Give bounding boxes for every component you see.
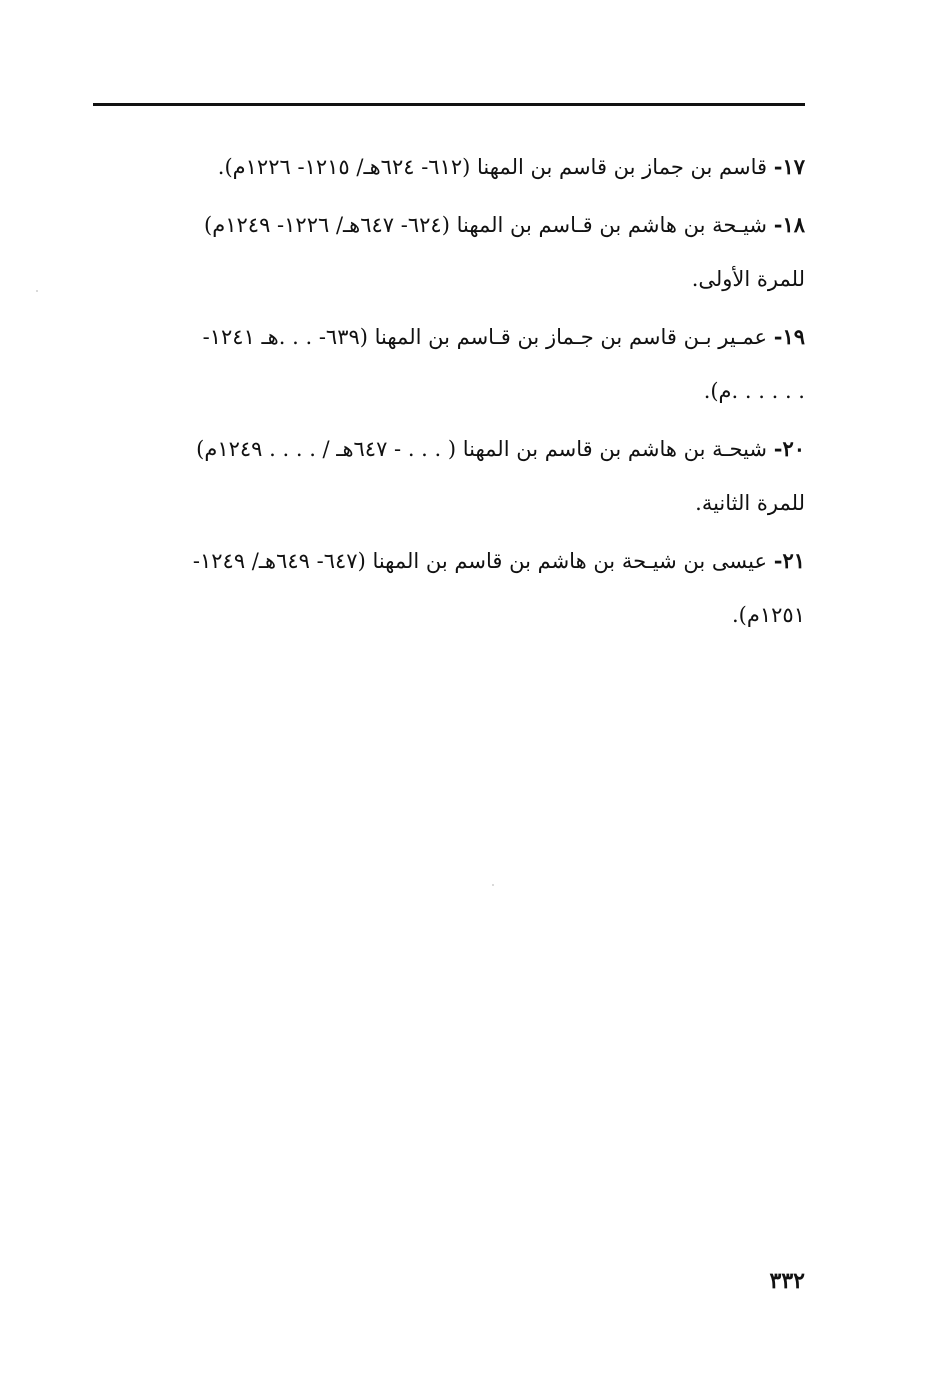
entry-text: قاسم بن جماز بن قاسم بن المهنا (٦١٢- ٦٢٤هـ/ ١٢١٥- ١٢٢٦م). (217, 155, 768, 179)
header-rule (93, 103, 805, 106)
scan-speck (492, 884, 494, 886)
entry-continuation: للمرة الأولى. (691, 267, 805, 291)
list-item (93, 310, 805, 418)
entry-continuation: ١٢٥١م). (732, 603, 805, 627)
entry-list (93, 140, 805, 646)
list-item (93, 198, 805, 306)
list-item (93, 534, 805, 642)
list-item (93, 140, 805, 194)
list-item (93, 422, 805, 530)
scan-speck (36, 290, 38, 292)
entry-text: عمـير بـن قاسم بن جـماز بن قـاسم بن المهنا (٦٣٩- . . .هـ ١٢٤١- (202, 325, 768, 349)
entry-continuation: للمرة الثانية. (695, 491, 805, 515)
entry-number: ١٩- (773, 324, 805, 349)
entry-number: ٢١- (773, 548, 805, 573)
entry-number: ٢٠- (773, 436, 805, 461)
entry-number: ١٧- (773, 154, 805, 179)
entry-text: عيسى بن شيـحة بن هاشم بن قاسم بن المهنا (٦٤٧- ٦٤٩هـ/ ١٢٤٩- (192, 549, 768, 573)
entry-text: شيـحة بن هاشم بن قـاسم بن المهنا (٦٢٤- ٦٤٧هـ/ ١٢٢٦- ١٢٤٩م) (204, 213, 768, 237)
entry-continuation: . . . . . .م). (703, 379, 805, 403)
entry-number: ١٨- (773, 212, 805, 237)
page-number: ٣٣٢ (769, 1268, 805, 1294)
entry-text: شيحـة بن هاشم بن قاسم بن المهنا ( . . . - ٦٤٧هـ / . . . . ١٢٤٩م) (196, 437, 768, 461)
